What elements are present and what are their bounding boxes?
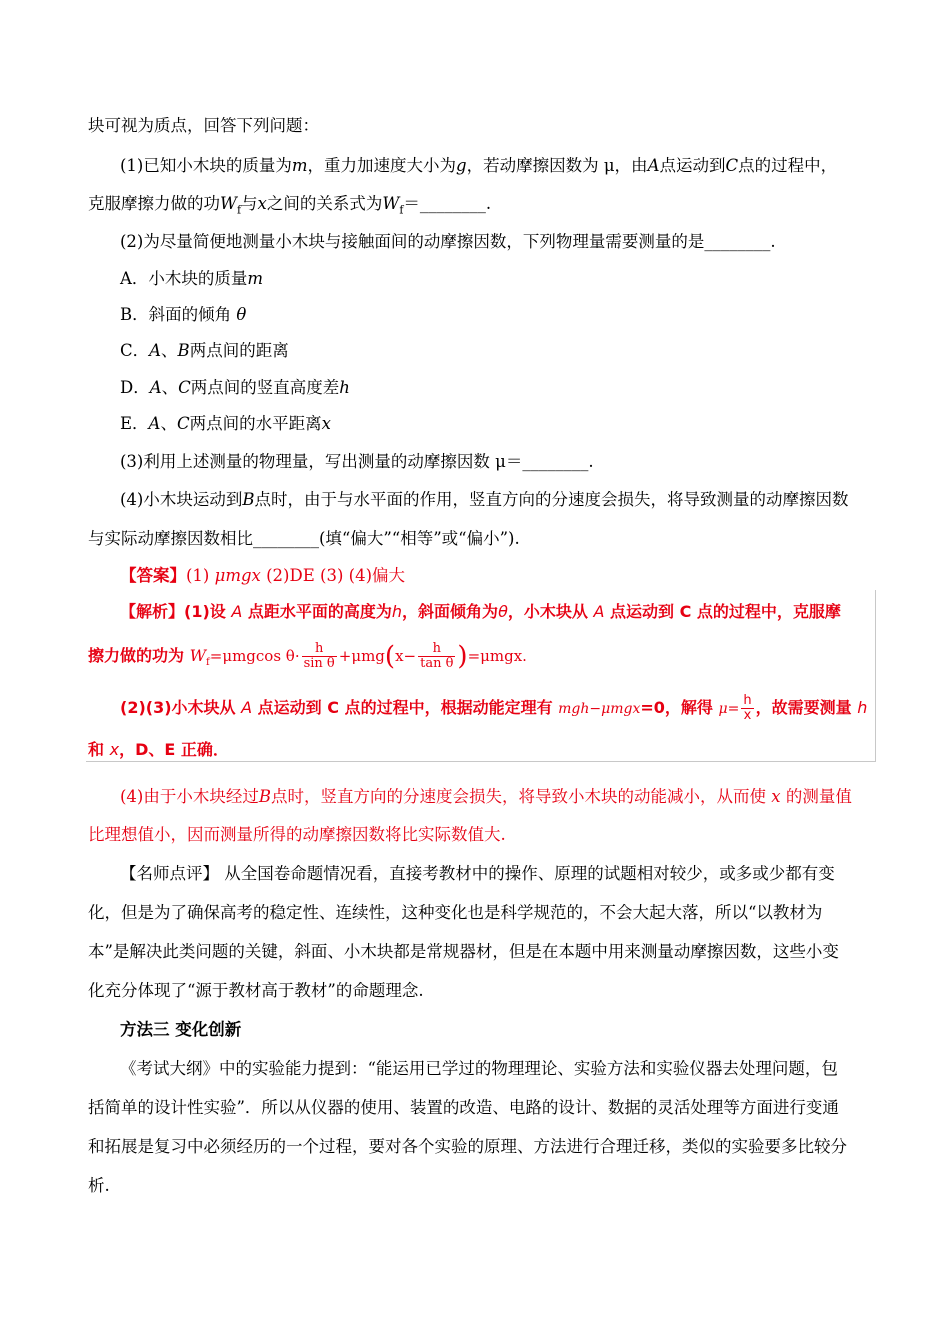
- question-1-line-1: (1)已知小木块的质量为m，重力加速度大小为g，若动摩擦因数为 μ，由A点运动到C点的过程中，: [120, 156, 838, 175]
- method-line-2: 括简单的设计性实验”．所以从仪器的使用、装置的改造、电路的设计、数据的灵活处理等方面进行变通: [88, 1098, 839, 1117]
- question-3: (3)利用上述测量的物理量，写出测量的动摩擦因数 μ＝________.: [120, 452, 594, 471]
- section-heading: 方法三 变化创新: [120, 1020, 242, 1039]
- method-line-1: 《考试大纲》中的实验能力提到：“能运用已学过的物理理论、实验方法和实验仪器去处理问题，包: [120, 1059, 838, 1078]
- question-2: (2)为尽量简便地测量小木块与接触面间的动摩擦因数，下列物理量需要测量的是________.: [120, 232, 776, 251]
- analysis-line-4: 和 x，D、E 正确．: [88, 740, 229, 759]
- option-b: B．斜面的倾角 θ: [120, 305, 247, 324]
- question-4-line-1: (4)小木块运动到B点时，由于与水平面的作用，竖直方向的分速度会损失，将导致测量的动摩擦因数: [120, 490, 849, 509]
- option-a: A．小木块的质量m: [120, 269, 264, 288]
- commentary-line-3: 本”是解决此类问题的关键，斜面、小木块都是常规器材，但是在本题中用来测量动摩擦因数，这些小变: [88, 942, 839, 961]
- fraction-h-over-tan: $\frac{h}{\text{tan θ}}$: [420, 641, 454, 671]
- work-formula: $W_f=\mu mgcos$ θ· $\frac{h}{\text{sin θ}}$ +μmg(x− $\frac{h}{\text{tan θ}}$ )=μmgx.: [189, 641, 527, 672]
- answer-line: 【答案】(1) μmgx (2)DE (3) (4)偏大: [120, 566, 406, 585]
- commentary-line-1: 【名师点评】 从全国卷命题情况看，直接考教材中的操作、原理的试题相对较少，或多或少都有变: [120, 864, 835, 883]
- paragraph-intro: 块可视为质点，回答下列问题：: [88, 116, 319, 135]
- analysis-line-5: (4)由于小木块经过B点时，竖直方向的分速度会损失，将导致小木块的动能减小，从而使 x 的测量值: [120, 787, 852, 806]
- analysis-line-2: 擦力做的功为 $W_f=\mu mgcos$ θ· $\frac{h}{\text{sin θ}}$ +μmg(x− $\frac{h}{\text{tan θ}}$ )=μmgx.: [88, 641, 527, 672]
- question-4-line-2: 与实际动摩擦因数相比________(填“偏大”“相等”或“偏小”).: [88, 529, 520, 548]
- commentary-line-4: 化充分体现了“源于教材高于教材”的命题理念.: [88, 981, 424, 1000]
- analysis-line-3: (2)(3)小木块从 A 点运动到 C 点的过程中，根据动能定理有 mgh−μmgx=0，解得 μ= $\frac{h}{x}$ ，故需要测量 h: [120, 693, 868, 723]
- fraction-h-over-x: $\frac{h}{x}$: [743, 693, 752, 723]
- method-line-4: 析.: [88, 1176, 110, 1195]
- analysis-line-6: 比理想值小，因而测量所得的动摩擦因数将比实际数值大.: [88, 825, 506, 844]
- method-line-3: 和拓展是复习中必须经历的一个过程，要对各个实验的原理、方法进行合理迁移，类似的实验要多比较分: [88, 1137, 847, 1156]
- fraction-h-over-sin: $\frac{h}{\text{sin θ}}$: [303, 641, 335, 671]
- analysis-line-1: 【解析】(1)设 A 点距水平面的高度为h，斜面倾角为θ，小木块从 A 点运动到 C 点的过程中，克服摩: [120, 602, 841, 621]
- option-d: D．A、C两点间的竖直高度差h: [120, 378, 350, 397]
- option-c: C．A、B两点间的距离: [120, 341, 289, 360]
- commentary-line-2: 化，但是为了确保高考的稳定性、连续性，这种变化也是科学规范的，不会大起大落，所以“以教材为: [88, 903, 823, 922]
- option-e: E．A、C两点间的水平距离x: [120, 414, 331, 433]
- question-1-line-2: 克服摩擦力做的功$W_f$与x之间的关系式为$W_f=\_\_\_\_\_\_\_\_$.: [88, 194, 492, 217]
